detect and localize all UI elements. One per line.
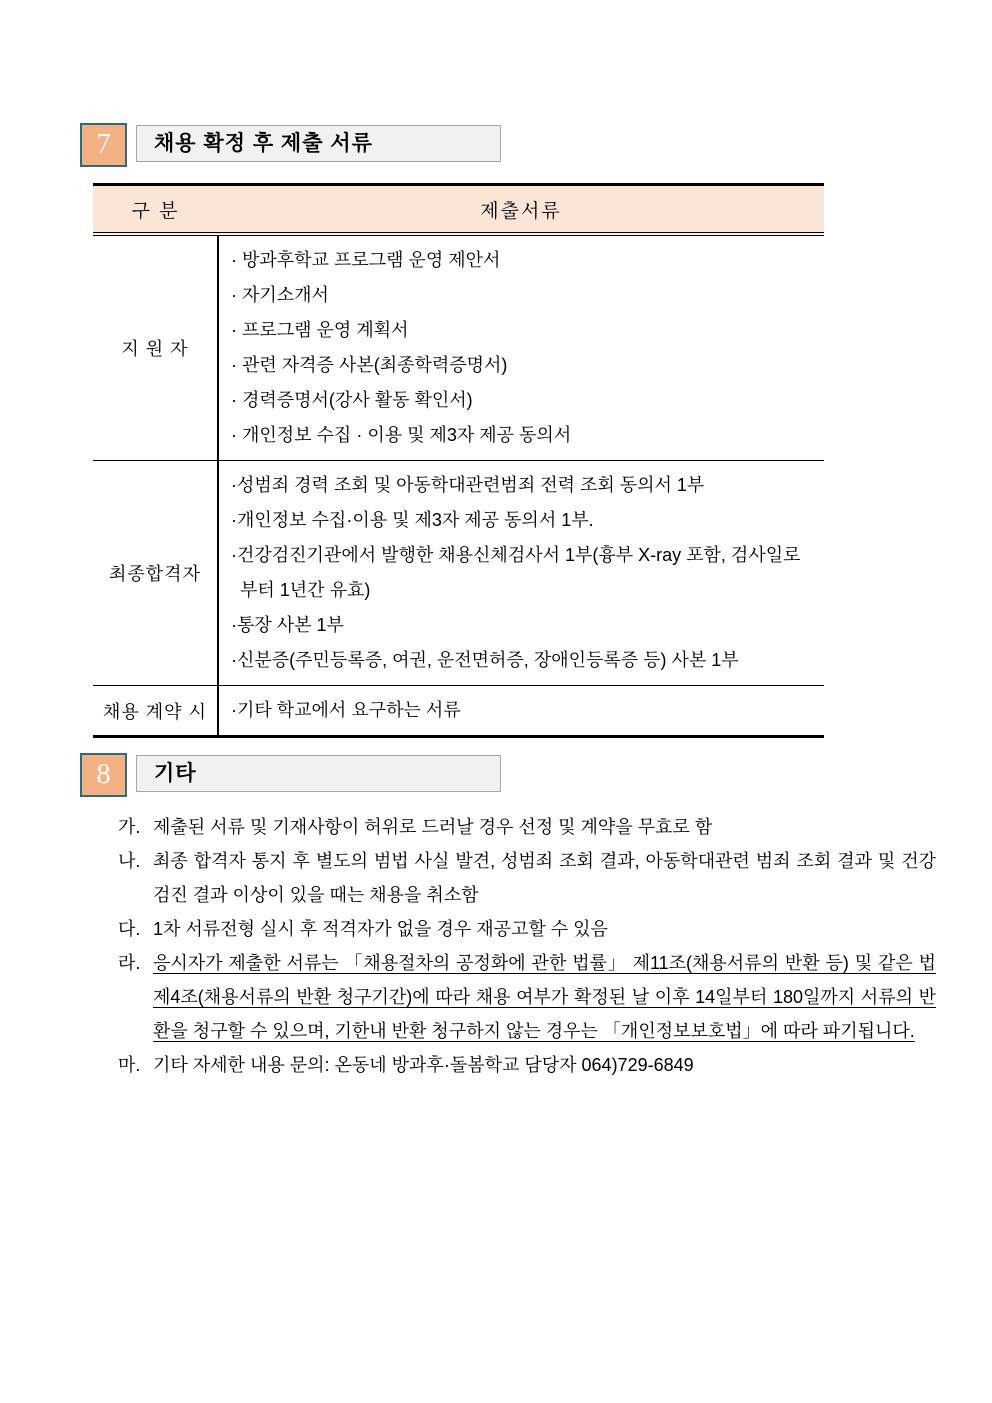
document-item: · 자기소개서 bbox=[231, 285, 329, 305]
document-item: ·개인정보 수집·이용 및 제3자 제공 동의서 1부. bbox=[231, 510, 594, 530]
section-8-header bbox=[80, 753, 501, 797]
note-marker: 라. bbox=[118, 953, 141, 973]
submission-table-body bbox=[93, 234, 824, 737]
note-text: 최종 합격자 통지 후 별도의 범법 사실 발견, 성범죄 조회 결과, 아동학대관련 범죄 조회 결과 및 건강검진 결과 이상이 있을 때는 채용을 취소함 bbox=[153, 851, 936, 905]
section-7-header bbox=[80, 123, 501, 167]
table-row bbox=[93, 686, 824, 737]
document-item: ·통장 사본 1부 bbox=[231, 615, 344, 635]
note-item bbox=[118, 844, 936, 912]
note-marker: 다. bbox=[118, 919, 141, 939]
notes-list bbox=[118, 810, 936, 1082]
category-cell: 채용 계약 시 bbox=[93, 686, 218, 737]
section-8-number-badge: 8 bbox=[80, 753, 127, 797]
section-7-title: 채용 확정 후 제출 서류 bbox=[136, 125, 501, 162]
note-marker: 나. bbox=[118, 851, 141, 871]
document-item: · 방과후학교 프로그램 운영 제안서 bbox=[231, 250, 501, 270]
note-item bbox=[118, 912, 936, 946]
category-cell: 지 원 자 bbox=[93, 234, 218, 461]
table-row bbox=[93, 461, 824, 686]
table-header-row bbox=[93, 185, 824, 235]
document-item: · 프로그램 운영 계획서 bbox=[231, 320, 409, 340]
category-cell: 최종합격자 bbox=[93, 461, 218, 686]
document-item: · 관련 자격증 사본(최종학력증명서) bbox=[231, 355, 508, 375]
submission-documents-table bbox=[93, 183, 824, 738]
document-item: ·기타 학교에서 요구하는 서류 bbox=[231, 700, 461, 720]
note-item bbox=[118, 1048, 936, 1082]
documents-cell bbox=[218, 461, 824, 686]
note-text: 응시자가 제출한 서류는 「채용절차의 공정화에 관한 법률」 제11조(채용서류의 반환 등) 및 같은 법 제4조(채용서류의 반환 청구기간)에 따라 채용 여부가 확정된 날 이후 14일부터 180일까지 서류의 반환을 청구할 수 있으며, 기한내 반환 청구하지 않는 경우는 「개인정보보호법」에 따라 파기됩니다. bbox=[153, 953, 936, 1041]
note-text: 1차 서류전형 실시 후 적격자가 없을 경우 재공고할 수 있음 bbox=[153, 919, 608, 939]
table-row bbox=[93, 234, 824, 461]
section-8-title: 기타 bbox=[136, 755, 501, 792]
note-marker: 가. bbox=[118, 817, 141, 837]
note-text: 기타 자세한 내용 문의: 온동네 방과후·돌봄학교 담당자 064)729-6849 bbox=[153, 1055, 694, 1075]
column-header-documents: 제출서류 bbox=[218, 185, 824, 235]
column-header-category: 구 분 bbox=[93, 185, 218, 235]
note-item bbox=[118, 946, 936, 1048]
note-marker: 마. bbox=[118, 1055, 141, 1075]
document-item: ·신분증(주민등록증, 여권, 운전면허증, 장애인등록증 등) 사본 1부 bbox=[231, 650, 739, 670]
document-item: ·성범죄 경력 조회 및 아동학대관련범죄 전력 조회 동의서 1부 bbox=[231, 475, 705, 495]
document-item: · 개인정보 수집 · 이용 및 제3자 제공 동의서 bbox=[231, 425, 572, 445]
note-text: 제출된 서류 및 기재사항이 허위로 드러날 경우 선정 및 계약을 무효로 함 bbox=[153, 817, 713, 837]
document-item: ·건강검진기관에서 발행한 채용신체검사서 1부(흉부 X-ray 포함, 검사일로부터 1년간 유효) bbox=[231, 545, 801, 600]
documents-cell bbox=[218, 686, 824, 737]
documents-cell bbox=[218, 234, 824, 461]
document-item: · 경력증명서(강사 활동 확인서) bbox=[231, 390, 473, 410]
section-7-number-badge: 7 bbox=[80, 123, 127, 167]
note-item bbox=[118, 810, 936, 844]
